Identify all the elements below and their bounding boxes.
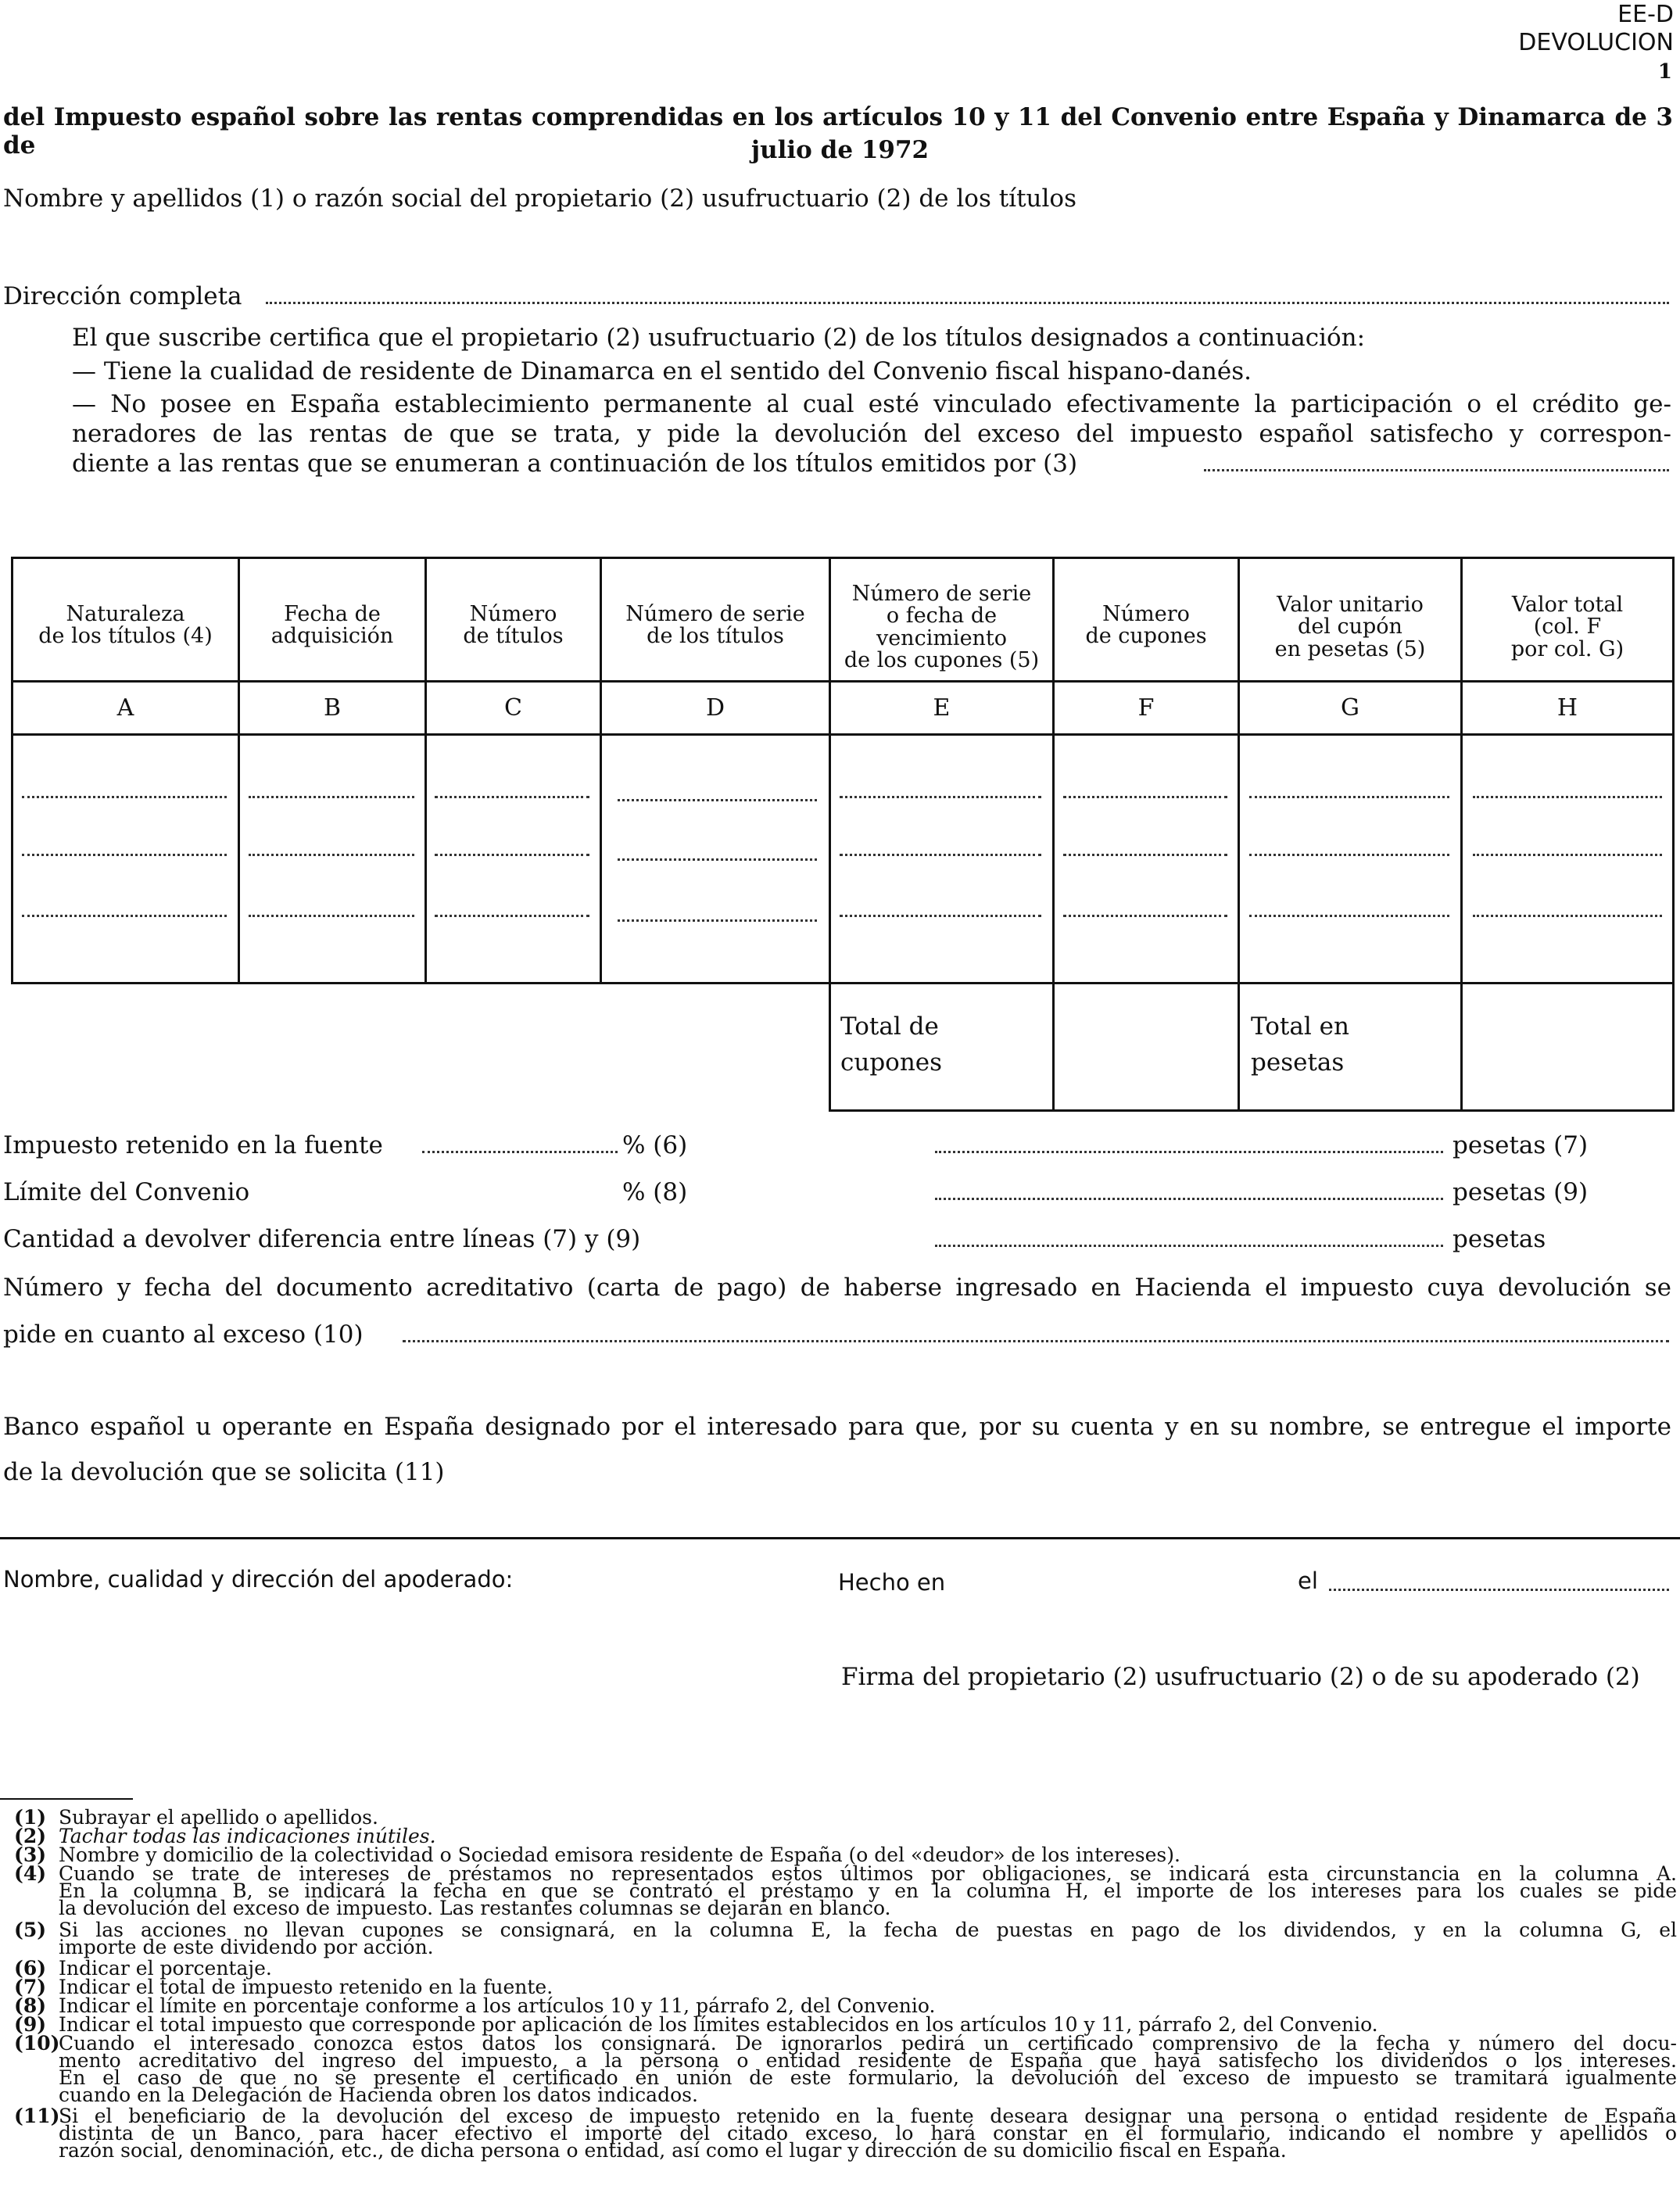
separator-line <box>0 1537 1680 1539</box>
convention-limit-label: Límite del Convenio <box>3 1178 250 1206</box>
col-header-a: Naturaleza de los títulos (4) <box>38 602 213 649</box>
page-title-line2: julio de 1972 <box>750 136 930 164</box>
certification-item-establishment-line3: diente a las rentas que se enumeran a continuación de los títulos emitidos por (3) <box>72 450 1078 478</box>
certification-item-establishment-line2: neradores de las rentas de que se trata, y pide la devolución del exceso del impuesto español satisfecho y correspon- <box>72 420 1671 448</box>
retained-tax-percent-field[interactable] <box>422 1151 618 1153</box>
col-header-d: Número de serie de los títulos <box>625 602 805 649</box>
footnote-separator <box>0 1798 133 1800</box>
retained-tax-label: Impuesto retenido en la fuente <box>3 1131 383 1159</box>
form-name: DEVOLUCION <box>1518 29 1674 56</box>
retained-tax-pesetas-ref: pesetas (7) <box>1453 1131 1589 1159</box>
col-letter-d: D <box>705 694 725 722</box>
col-header-c: Número de títulos <box>463 602 564 649</box>
page-title: del Impuesto español sobre las rentas comprendidas en los artículos 10 y 11 del Convenio entre España y Dinamarca de 3 de <box>3 103 1673 159</box>
done-in-label: Hecho en <box>838 1569 946 1596</box>
col-header-e: Número de serie o fecha de vencimiento de los cupones (5) <box>844 582 1040 673</box>
col-letter-a: A <box>116 694 134 722</box>
bank-label-line2: de la devolución que se solicita (11) <box>3 1458 445 1486</box>
form-code: EE-D <box>1617 1 1674 28</box>
col-header-b: Fecha de adquisición <box>270 602 394 649</box>
payment-document-label: Número y fecha del documento acreditativo (carta de pago) de haberse ingresado en Hacienda el impuesto cuya devolución se <box>3 1274 1671 1302</box>
convention-limit-pesetas-ref: pesetas (9) <box>1453 1178 1589 1206</box>
refund-amount-field[interactable] <box>935 1245 1443 1247</box>
certification-item-residence: — Tiene la cualidad de residente de Dinamarca en el sentido del Convenio fiscal hispano-danés. <box>72 357 1252 385</box>
certification-intro: El que suscribe certifica que el propietario (2) usufructuario (2) de los títulos designados a continuación: <box>72 324 1366 352</box>
refund-amount-label: Cantidad a devolver diferencia entre líneas (7) y (9) <box>3 1225 641 1253</box>
signature-label: Firma del propietario (2) usufructuario (2) o de su apoderado (2) <box>841 1663 1640 1691</box>
col-header-h: Valor total (col. F por col. G) <box>1510 593 1624 661</box>
address-label: Dirección completa <box>3 282 242 310</box>
convention-limit-percent-ref: % (8) <box>622 1178 688 1206</box>
retained-tax-amount-field[interactable] <box>935 1151 1443 1153</box>
owner-name-label: Nombre y apellidos (1) o razón social del propietario (2) usufructuario (2) de los títulos <box>3 185 1076 213</box>
payment-document-label-line2: pide en cuanto al exceso (10) <box>3 1320 364 1349</box>
col-letter-b: B <box>323 694 342 722</box>
retained-tax-percent-ref: % (6) <box>622 1131 688 1159</box>
payment-document-field[interactable] <box>403 1340 1669 1342</box>
col-header-g: Valor unitario del cupón en pesetas (5) <box>1274 593 1426 661</box>
col-letter-e: E <box>933 694 951 722</box>
certification-item-establishment: — No posee en España establecimiento permanente al cual esté vinculado efectivamente la participación o el crédito ge- <box>72 390 1671 418</box>
address-field[interactable] <box>266 302 1669 304</box>
issuer-field[interactable] <box>1204 469 1669 471</box>
refund-pesetas-label: pesetas <box>1453 1225 1546 1253</box>
date-on-label: el <box>1298 1568 1318 1594</box>
footnotes: (1) Subrayar el apellido o apellidos. (2) Tachar todas las indicaciones inútiles. (3) Nombre y domicilio de la colectividad o Sociedad emisora residente de España (o del «deudor» de los intereses). (4) Cuando se trate de intereses de préstamos no representados estos últimos por obligaciones, se indicará esta circunstancia en la columna A. En la columna B, se indicará la fecha en que se contrató el préstamo y en la columna H, el importe de los intereses para los cuales se pide la devolución del exceso de impuesto. Las restantes columnas se dejarán en blanco. (5) Si las acciones no llevan cupones se consignará, en la columna E, la fecha de puestas en pago de los dividendos, y en la columna G, el importe de este dividendo por acción. (6) Indicar el porcentaje. (7) Indicar el total de impuesto retenido en la fuente. (8) Indicar el límite en porcentaje conforme a los artículos 10 y 11, párrafo 2, del Convenio. (9) Indicar el total impuesto que corresponde por aplicación de los límites establecidos en los artículos 10 y 11, párrafo 2, del Convenio. (10) Cuando el interesado conozca estos datos los consignará. De ignorarlos pedirá un certificado comprensivo de la fecha y número del docu- mento acreditativo del ingreso del impuesto, a la persona o entidad residente de España que haya satisfecho los dividendos o los intereses. En el caso de que no se presente el certificado en unión de este formulario, la devolución del exceso de impuesto se tramitará igualmente cuando en la Delegación de Hacienda obren los datos indicados. (11) Si el beneficiario de la devolución del exceso de impuesto retenido en la fuente deseara designar una persona o entidad residente de España distinta de un Banco, para hacer efectivo el importe del citado exceso, lo hará constar en el formulario, indicando el nombre y apellidos o razón social, denominación, etc., de dicha persona o entidad, así como el lugar y dirección de su domicilio fiscal en España. <box>14 1806 1677 2162</box>
convention-limit-amount-field[interactable] <box>935 1198 1443 1200</box>
col-letter-g: G <box>1341 694 1359 722</box>
total-pesetas-label: Total en pesetas <box>1251 1012 1349 1077</box>
page-number: 1 <box>1657 60 1672 84</box>
date-field[interactable] <box>1329 1589 1669 1591</box>
col-letter-h: H <box>1556 694 1578 722</box>
col-letter-c: C <box>504 694 522 722</box>
bank-label: Banco español u operante en España designado por el interesado para que, por su cuenta y en su nombre, se entregue el importe <box>3 1413 1671 1441</box>
col-letter-f: F <box>1137 694 1155 722</box>
col-header-f: Número de cupones <box>1085 602 1207 649</box>
proxy-label: Nombre, cualidad y dirección del apoderado: <box>3 1566 514 1593</box>
total-coupons-label: Total de cupones <box>840 1012 943 1077</box>
